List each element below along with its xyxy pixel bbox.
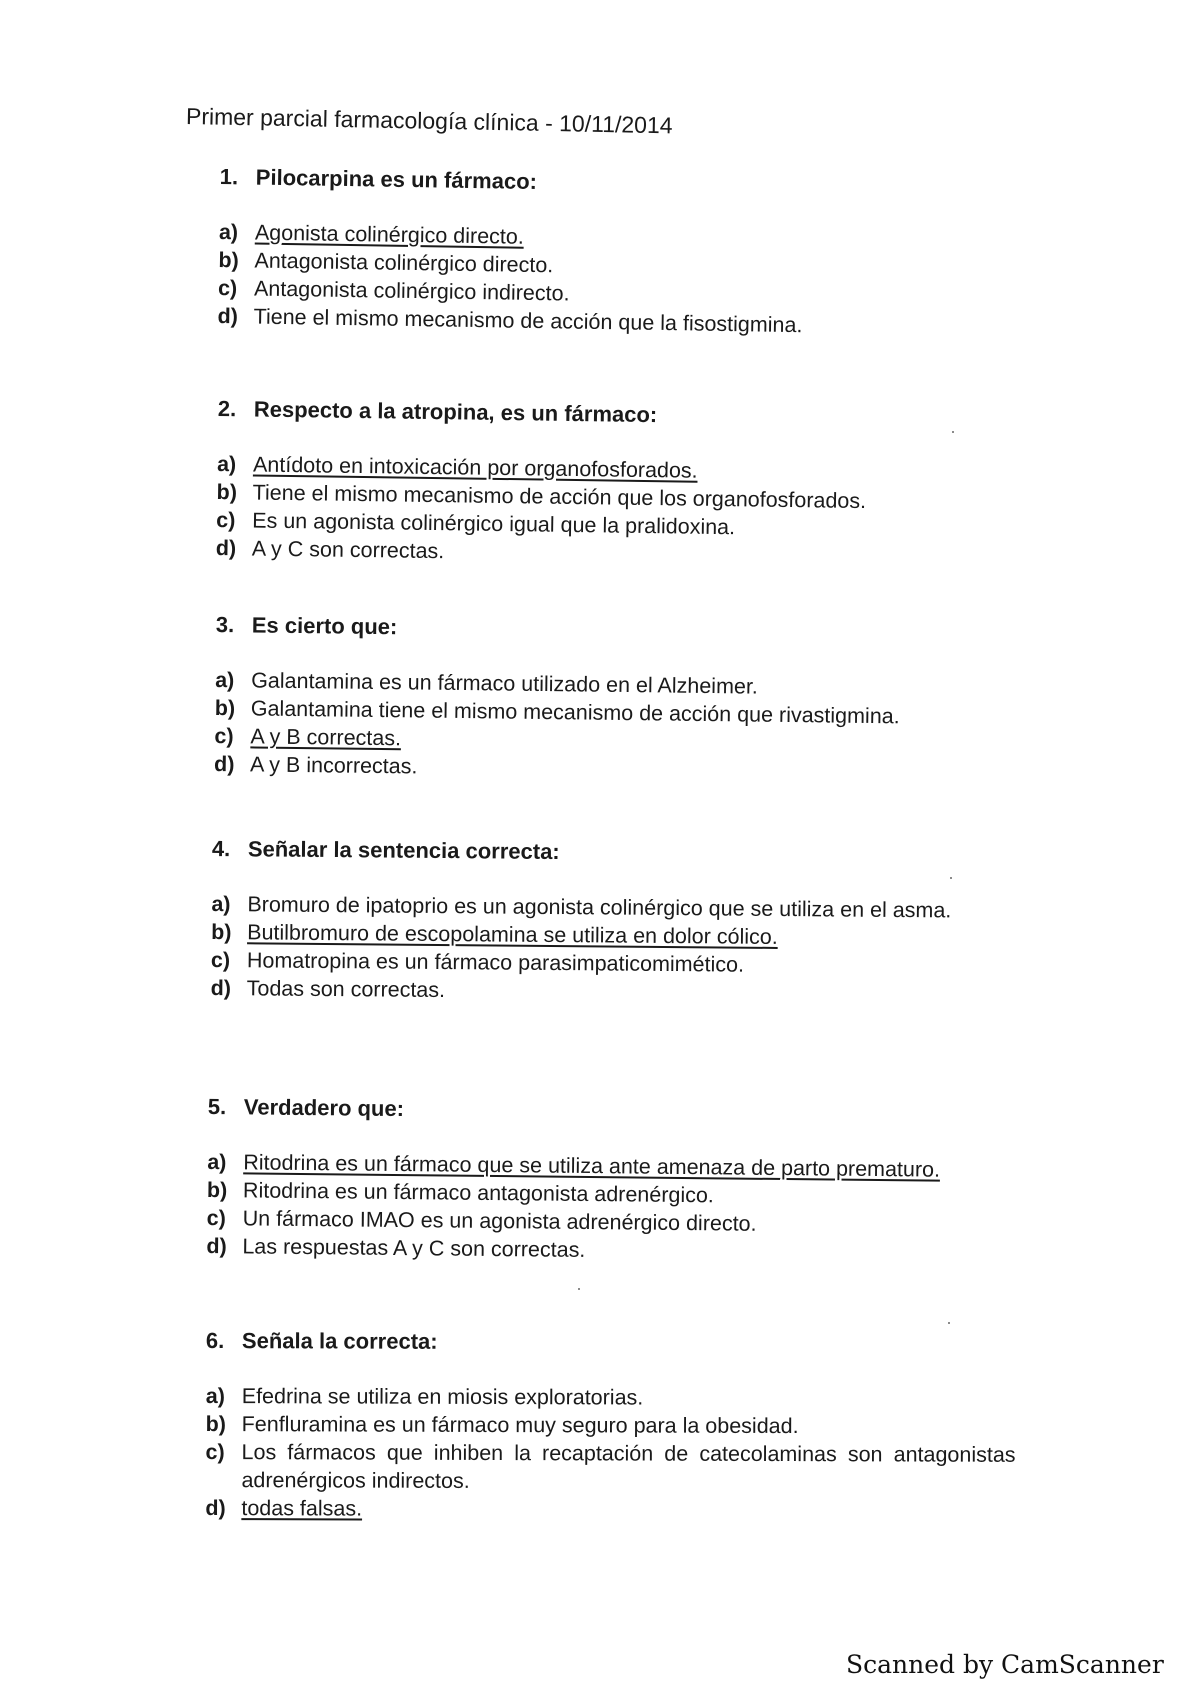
option-text-underlined: Butilbromuro de escopolamina se utiliza en dolor cólico.	[247, 920, 778, 949]
option-text: Tiene el mismo mecanismo de acción que los organofosforados.	[252, 480, 867, 514]
option-letter: d)	[215, 535, 237, 561]
question-header	[212, 836, 1018, 869]
document-title: Primer parcial farmacología clínica - 10/11/2014	[185, 103, 673, 139]
option-letter: d)	[210, 975, 232, 1001]
option-text-underlined: A y B correctas.	[250, 724, 402, 751]
option-letter: b)	[214, 695, 236, 721]
option-d	[211, 974, 1017, 1009]
option-text: Antagonista colinérgico directo.	[254, 248, 554, 278]
option-letter: d)	[217, 303, 239, 329]
option-letter: d)	[206, 1233, 227, 1259]
question-number: 1.	[219, 164, 239, 190]
option-text-underlined: Ritodrina es un fármaco que se utiliza ante amenaza de parto prematuro.	[243, 1150, 941, 1182]
option-letter: a)	[216, 451, 237, 477]
question-number: 6.	[205, 1328, 225, 1354]
question-2	[216, 396, 1038, 573]
option-text-underlined: Antídoto en intoxicación por organofosforados.	[252, 452, 698, 483]
question-1	[217, 164, 1040, 343]
option-letter: b)	[211, 919, 232, 945]
option-text: Un fármaco IMAO es un agonista adrenérgico directo.	[242, 1206, 757, 1236]
option-text-underlined: todas falsas.	[241, 1496, 363, 1521]
question-6	[205, 1328, 1016, 1525]
option-letter: a)	[207, 1149, 227, 1175]
question-number: 5.	[207, 1094, 227, 1120]
option-text: Fenfluramina es un fármaco muy seguro para la obesidad.	[241, 1412, 799, 1439]
question-4	[211, 836, 1018, 1009]
option-text: Tiene el mismo mecanismo de acción que la fisostigmina.	[253, 304, 803, 338]
option-letter: c)	[206, 1205, 226, 1231]
option-letter: b)	[218, 247, 239, 273]
option-letter: b)	[206, 1177, 228, 1203]
scan-speck	[952, 431, 954, 433]
question-prompt: Señalar la sentencia correcta:	[247, 836, 560, 865]
option-text-underlined: Agonista colinérgico directo.	[254, 220, 524, 249]
option-b	[206, 1410, 1016, 1441]
option-letter: c)	[214, 723, 234, 749]
option-letter: a)	[205, 1383, 225, 1409]
option-letter: b)	[205, 1411, 227, 1437]
scan-speck	[948, 1322, 950, 1324]
option-text: Galantamina es un fármaco utilizado en el Alzheimer.	[251, 668, 759, 699]
option-text: Homatropina es un fármaco parasimpaticomimético.	[246, 948, 745, 977]
option-d	[205, 1494, 1015, 1525]
question-number: 3.	[215, 612, 235, 638]
question-prompt: Pilocarpina es un fármaco:	[255, 164, 538, 194]
camscanner-watermark: Scanned by CamScanner	[846, 1650, 1164, 1679]
option-letter: d)	[205, 1495, 226, 1521]
question-number: 4.	[211, 836, 231, 862]
question-prompt: Señala la correcta:	[241, 1328, 438, 1354]
scan-speck	[950, 877, 952, 879]
option-text: Galantamina tiene el mismo mecanismo de acción que rivastigmina.	[250, 696, 900, 729]
question-header	[208, 1094, 1014, 1128]
question-header	[220, 164, 1040, 203]
question-prompt: Verdadero que:	[243, 1094, 405, 1122]
option-letter: a)	[215, 667, 235, 693]
option-text: Antagonista colinérgico indirecto.	[253, 276, 570, 306]
question-prompt: Respecto a la atropina, es un fármaco:	[253, 396, 658, 428]
option-c	[205, 1438, 1015, 1497]
question-header	[216, 612, 1036, 648]
option-a	[206, 1382, 1016, 1413]
option-letter: b)	[216, 479, 238, 505]
question-5	[206, 1094, 1014, 1268]
question-3	[214, 612, 1036, 788]
option-text: Efedrina se utiliza en miosis exploratorias.	[241, 1384, 644, 1410]
question-number: 2.	[217, 396, 237, 422]
option-letter: a)	[211, 891, 231, 917]
option-letter: c)	[210, 947, 231, 973]
option-text: A y C son correctas.	[251, 536, 445, 564]
option-text: Bromuro de ipatoprio es un agonista colinérgico que se utiliza en el asma.	[247, 892, 952, 923]
option-text: Todas son correctas.	[246, 976, 446, 1003]
option-text: A y B incorrectas.	[249, 752, 418, 779]
option-text: Las respuestas A y C son correctas.	[242, 1234, 586, 1262]
option-letter: c)	[216, 507, 236, 533]
option-letter: a)	[218, 219, 239, 245]
option-text: Los fármacos que inhiben la recaptación de catecolaminas son antagonistas adrenérgicos indirectos.	[241, 1440, 1016, 1493]
option-letter: d)	[213, 751, 235, 777]
question-header	[206, 1328, 1016, 1357]
option-text: Ritodrina es un fármaco antagonista adrenérgico.	[242, 1178, 714, 1208]
question-prompt: Es cierto que:	[251, 612, 398, 640]
scan-speck	[578, 1288, 580, 1290]
question-header	[218, 396, 1038, 433]
option-text: Es un agonista colinérgico igual que la pralidoxina.	[252, 508, 736, 540]
option-letter: c)	[205, 1439, 225, 1465]
option-letter: c)	[217, 275, 238, 301]
